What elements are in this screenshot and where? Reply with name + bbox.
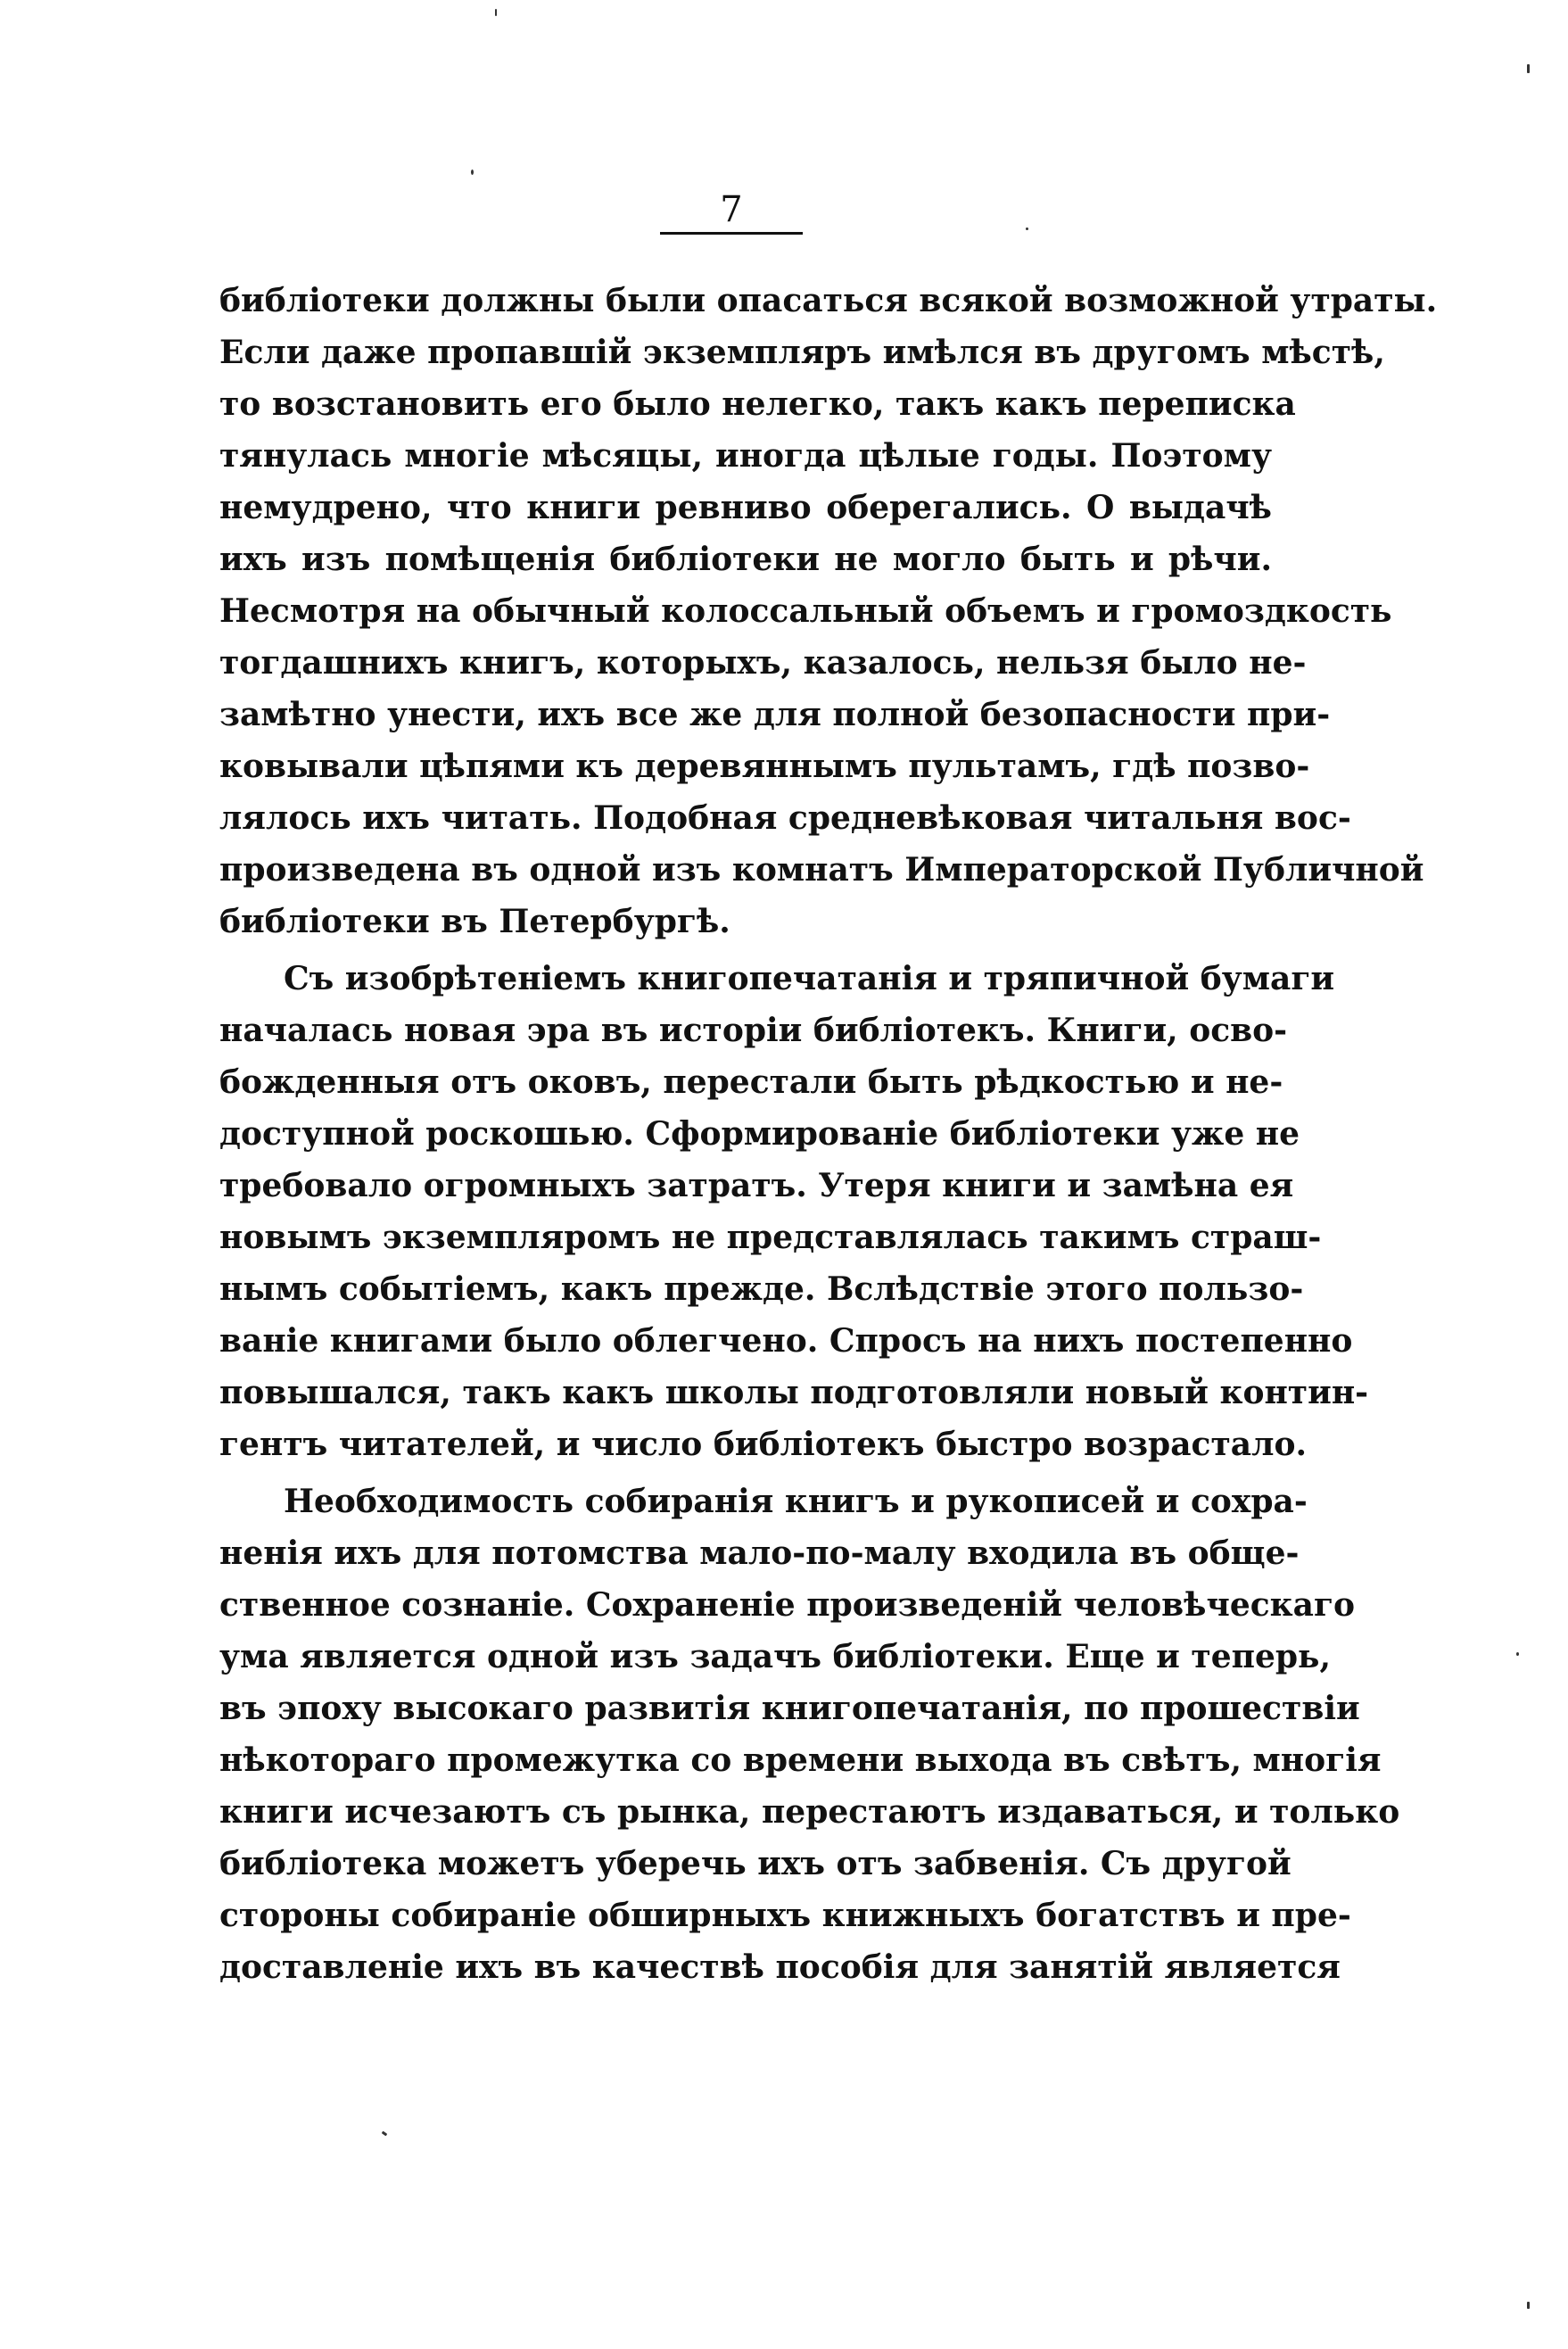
text-line: въ эпоху высокаго развитія книгопечатанія, по прошествіи [219,1690,1360,1727]
text-line: нымъ событіемъ, какъ прежде. Вслѣдствіе этого пользо- [219,1270,1304,1308]
page-number: 7 [720,189,743,230]
text-line: книги исчезаютъ съ рынка, перестаютъ издаваться, и только [219,1793,1400,1831]
text-line: то возстановить его было нелегко, такъ какъ переписка [219,385,1296,423]
text-line: требовало огромныхъ затратъ. Утеря книги и замѣна ея [219,1167,1294,1204]
text-line: ваніе книгами было облегчено. Спросъ на нихъ постепенно [219,1322,1353,1360]
text-line: ума является одной изъ задачъ библіотеки. Еще и теперь, [219,1638,1332,1675]
text-line: библіотеки въ Петербургѣ. [219,903,730,940]
text-line: Необходимость собиранія книгъ и рукописей и сохра- [284,1483,1308,1520]
text-line: доступной роскошью. Сформированіе библіотеки уже не [219,1115,1300,1153]
text-line: новымъ экземпляромъ не представлялась такимъ страш- [219,1219,1322,1256]
text-line: нѣкотораго промежутка со времени выхода въ свѣтъ, многія [219,1741,1382,1779]
scan-speck [495,9,497,16]
text-line: повышался, такъ какъ школы подготовляли новый контин- [219,1374,1369,1411]
text-line: ковывали цѣпями къ деревяннымъ пультамъ, гдѣ позво- [219,748,1310,785]
text-line: библіотека можетъ уберечь ихъ отъ забвенія. Съ другой [219,1845,1292,1882]
text-line: ненія ихъ для потомства мало-по-малу входила въ обще- [219,1534,1300,1572]
page-number-rule [660,232,803,235]
text-line: божденныя отъ оковъ, перестали быть рѣдкостью и не- [219,1063,1283,1101]
text-line: Съ изобрѣтеніемъ книгопечатанія и тряпичной бумаги [284,960,1335,997]
text-line: гентъ читателей, и число библіотекъ быстро возрастало. [219,1426,1308,1463]
text-line: библіотеки должны были опасаться всякой возможной утраты. [219,282,1438,319]
text-line: произведена въ одной изъ комнатъ Императорской Публичной [219,851,1424,889]
text-line: Если даже пропавшій экземпляръ имѣлся въ другомъ мѣстѣ, [219,334,1385,371]
scan-speck [1527,64,1530,73]
text-line: ственное сознаніе. Сохраненіе произведеній человѣческаго [219,1586,1356,1624]
scan-speck [1527,2302,1530,2309]
text-line: началась новая эра въ исторіи библіотекъ. Книги, осво- [219,1012,1288,1049]
text-line: Несмотря на обычный колоссальный объемъ и громоздкость [219,592,1392,630]
scan-speck [1516,1652,1519,1656]
text-line: ихъ изъ помѣщенія библіотеки не могло быть и рѣчи. [219,541,1272,578]
text-line: замѣтно унести, ихъ все же для полной безопасности при- [219,696,1331,733]
scan-speck [1026,227,1028,230]
scan-speck [382,2131,388,2137]
text-line: лялось ихъ читать. Подобная средневѣковая читальня вос- [219,799,1351,837]
text-line: тогдашнихъ книгъ, которыхъ, казалось, нельзя было не- [219,644,1307,682]
text-line: доставленіе ихъ въ качествѣ пособія для занятій является [219,1948,1341,1986]
text-line: стороны собираніе обширныхъ книжныхъ богатствъ и пре- [219,1897,1351,1934]
scan-speck [471,170,474,175]
text-line: немудрено, что книги ревниво оберегались. О выдачѣ [219,489,1272,526]
text-line: тянулась многіе мѣсяцы, иногда цѣлые годы. Поэтому [219,437,1272,475]
